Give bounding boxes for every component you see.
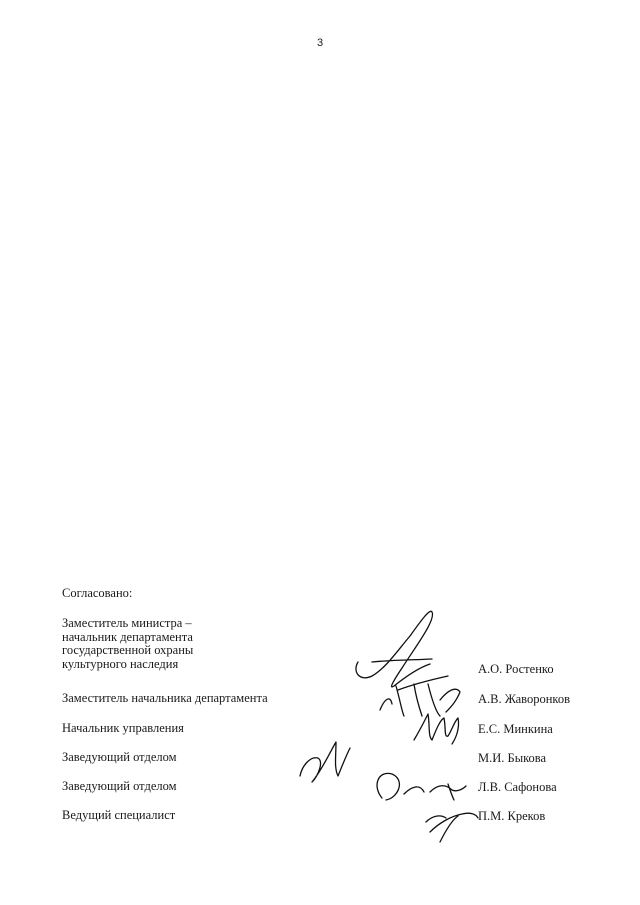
title-line: Заведующий отделом bbox=[62, 750, 177, 764]
signatory-6-title bbox=[62, 809, 175, 823]
title-line: государственной охраны bbox=[62, 643, 194, 657]
signature-zhavoronkov bbox=[380, 676, 460, 716]
signatory-4-title bbox=[62, 751, 177, 765]
agreed-label: Согласовано: bbox=[62, 586, 133, 600]
page-number: 3 bbox=[316, 37, 324, 49]
signature-rostenko bbox=[356, 611, 433, 687]
title-line: Ведущий специалист bbox=[62, 808, 176, 822]
signatory-3-name: Е.С. Минкина bbox=[478, 722, 553, 736]
signature-bykova bbox=[300, 742, 350, 782]
title-line: начальник департамента bbox=[62, 629, 193, 644]
signatory-1-name: А.О. Ростенко bbox=[478, 662, 554, 676]
signature-krekov bbox=[426, 813, 478, 842]
signature-safonova bbox=[377, 773, 466, 800]
signatory-3-title bbox=[62, 722, 184, 736]
signatory-5-title bbox=[62, 780, 177, 794]
signatory-6-name: П.М. Креков bbox=[478, 809, 546, 823]
title-line: Начальник управления bbox=[62, 721, 184, 735]
signatory-2-name: А.В. Жаворонков bbox=[478, 692, 571, 706]
title-line: культурного наследия bbox=[62, 656, 179, 671]
signatory-4-name: М.И. Быкова bbox=[478, 751, 547, 765]
title-line: Заведующий отделом bbox=[62, 779, 177, 793]
signatory-2-title bbox=[62, 692, 268, 706]
signature-minkina bbox=[414, 714, 459, 744]
signatory-1-title bbox=[62, 617, 193, 671]
title-line: Заместитель министра – bbox=[62, 616, 192, 630]
signatory-5-name: Л.В. Сафонова bbox=[478, 780, 557, 794]
title-line: Заместитель начальника департамента bbox=[62, 691, 268, 705]
